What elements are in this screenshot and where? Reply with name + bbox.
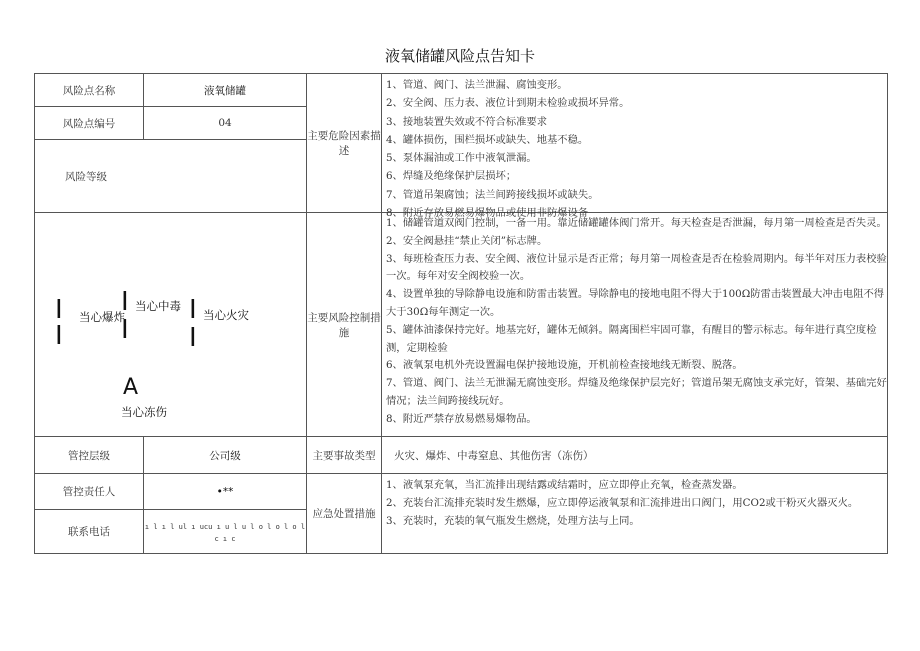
phone-value xyxy=(144,510,307,554)
phone-label: 联系电话 xyxy=(35,510,144,554)
risk-card-table xyxy=(34,73,888,554)
hazard-item: 7、管道吊架腐蚀；法兰间跨接线损坏或缺失。 xyxy=(386,188,599,201)
hazard-item: 4、罐体损伤，围栏损坏或缺失、地基不稳。 xyxy=(386,133,589,146)
hazard-item: 8、附近存放易燃易爆物品或使用非防爆设备 xyxy=(386,207,589,220)
control-item: 5、罐体油漆保持完好。地基完好，罐体无倾斜。隔离围栏牢固可靠，有醒目的警示标志。每年进行真空度检测，定期检验 xyxy=(386,323,877,354)
hazard-item: 6、焊缝及绝缘保护层损坏； xyxy=(386,170,517,183)
code-label: 风险点编号 xyxy=(35,107,144,140)
control-item: 3、每班检查压力表、安全阀、液位计显示是否正常；每月第一周检查是否在检验周期内。每半年对压力表校验一次。每年对安全阀校验一次。 xyxy=(386,252,887,283)
level-label: 风险等级 xyxy=(35,140,307,213)
fire-sign-bar-icon: I xyxy=(189,323,197,353)
hazard-list xyxy=(382,74,888,220)
explosion-sign-label: 当心爆炸 xyxy=(79,310,125,324)
poison-sign-icon: I xyxy=(121,287,129,317)
control-item: 4、设置单独的导除静电设施和防雷击装置。导除静电的接地电阻不得大于100Ω防雷击装置最大冲击电阻不得大于30Ω每年测定一次。 xyxy=(386,288,885,318)
owner-label: 管控责任人 xyxy=(35,474,144,510)
control-list xyxy=(382,213,888,437)
phone-value-text: ı l ı l ul ı ucu ı u l u l o l o l o l c ı c xyxy=(144,522,306,543)
poison-sign-bar-icon: I xyxy=(121,315,129,345)
fire-sign-icon: I xyxy=(189,295,197,325)
explosion-sign-icon: I xyxy=(55,295,63,325)
name-label: 风险点名称 xyxy=(35,74,144,107)
hazard-item: 2、安全阀、压力表、液位计到期未检验或损坏异常。 xyxy=(386,97,630,110)
hazard-item: 1、管道、阀门、法兰泄漏、腐蚀变形。 xyxy=(386,79,568,91)
control-item: 8、附近严禁存放易燃易爆物品。 xyxy=(386,412,537,425)
freeze-sign-icon: A xyxy=(123,375,139,400)
control-label: 主要风险控制措施 xyxy=(307,213,382,437)
page-title: 液氧储罐风险点告知卡 xyxy=(384,47,535,65)
owner-value: •** xyxy=(144,474,307,510)
explosion-sign-bar-icon: I xyxy=(55,321,63,351)
level-ctrl-value: 公司级 xyxy=(144,437,307,474)
control-item: 6、液氧泵电机外壳设置漏电保护接地设施，开机前检查接地线无断裂、脱落。 xyxy=(386,359,743,372)
warning-signs xyxy=(35,213,307,437)
accident-value: 火灾、爆炸、中毒窒息、其他伤害（冻伤） xyxy=(382,437,888,474)
hazard-item: 5、泵体漏油或工作中液氧泄漏。 xyxy=(386,152,537,165)
level-ctrl-label: 管控层级 xyxy=(35,437,144,474)
emergency-list xyxy=(382,474,888,554)
control-item: 1、储罐管道双阀门控制，一备一用。靠近储罐罐体阀门常开。每天检查是否泄漏，每月第一周检查是否失灵。 xyxy=(386,217,887,229)
control-item: 2、安全阀悬挂“禁止关闭”标志牌。 xyxy=(386,234,548,247)
control-item: 7、管道、阀门、法兰无泄漏无腐蚀变形。焊缝及绝缘保护层完好；管道吊架无腐蚀支承完好，管架、基础完好情况；法兰间跨接线玩好。 xyxy=(386,377,887,407)
hazard-label: 主要危险因素描述 xyxy=(307,74,382,213)
accident-label: 主要事故类型 xyxy=(307,437,382,474)
freeze-sign-label: 当心冻伤 xyxy=(121,405,167,419)
emergency-item: 1、液氧泵充氧，当汇流排出现结露或结霜时，应立即停止充氧，检查蒸发器。 xyxy=(386,479,743,491)
poison-sign-label: 当心中毒 xyxy=(135,299,181,313)
emergency-item: 3、充装时，充装的氧气瓶发生燃烧，处理方法与上同。 xyxy=(386,515,640,527)
fire-sign-label: 当心火灾 xyxy=(203,308,249,322)
emergency-label: 应急处置措施 xyxy=(307,474,382,554)
code-value: 04 xyxy=(144,107,307,140)
hazard-item: 3、接地装置失效或不符合标准要求 xyxy=(386,115,548,128)
name-value: 液氧储罐 xyxy=(144,74,307,107)
emergency-item: 2、充装台汇流排充装时发生燃爆，应立即停运液氧泵和汇流排进出口阀门，用CO2或干粉灭火器灭火。 xyxy=(386,497,859,509)
